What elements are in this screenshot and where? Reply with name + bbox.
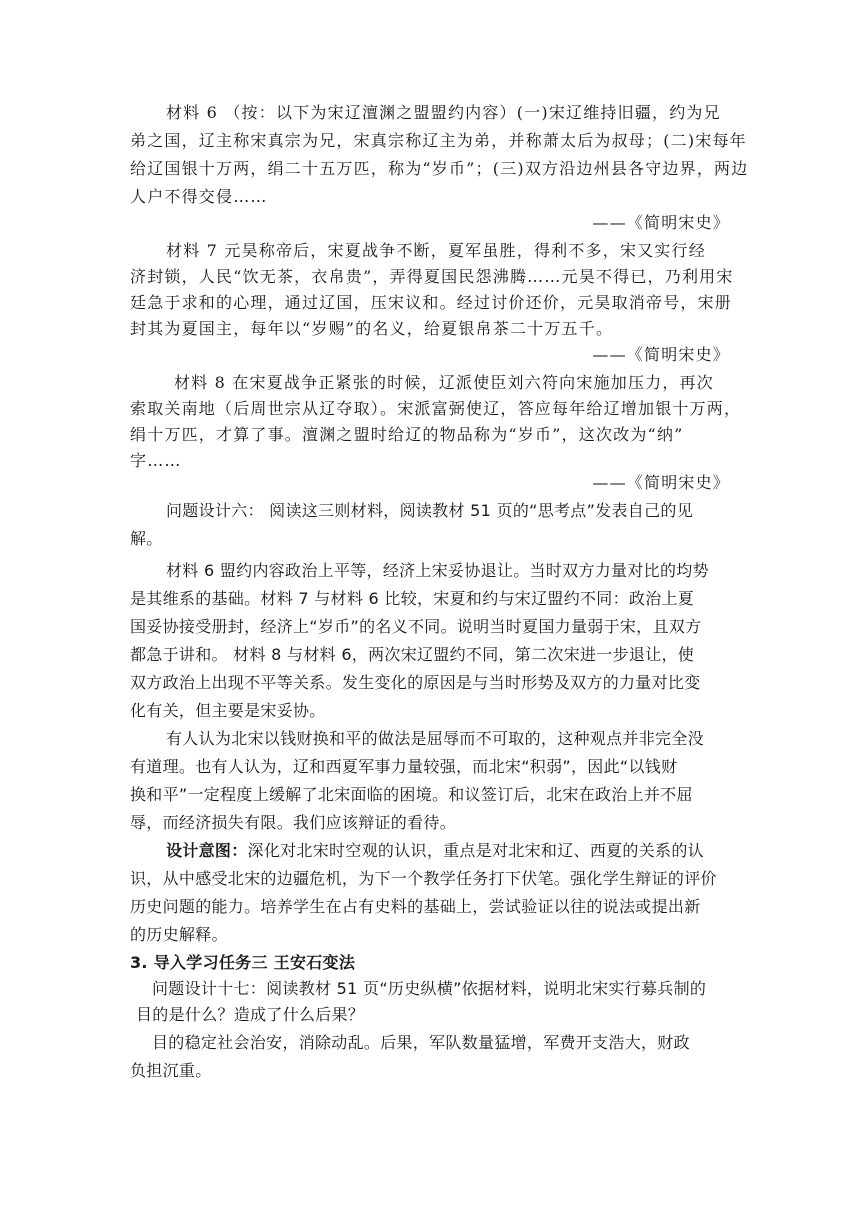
- design-intent-line-4: 的历史解释。: [130, 925, 228, 944]
- design-intent-label: 设计意图：: [166, 841, 248, 860]
- question-6-line-2: 解。: [130, 529, 163, 548]
- material-8-line-3: 绢十万匹，才算了事。澶渊之盟时给辽的物品称为“岁币”，这次改为“纳”: [130, 425, 684, 444]
- material-6-line-3: 给辽国银十万两，绢二十五万匹，称为“岁币”；(三)双方沿边州县各守边界，两边: [130, 159, 749, 178]
- material-7-line-3: 廷急于求和的心理，通过辽国，压宋议和。经过讨价还价，元昊取消帝号，宋册: [130, 293, 733, 312]
- design-intent-line-3: 历史问题的能力。培养学生在占有史料的基础上，尝试验证以往的说法或提出新: [130, 897, 701, 916]
- design-intent-line-2: 识，从中感受北宋的边疆危机，为下一个教学任务打下伏笔。强化学生辩证的评价: [130, 869, 717, 888]
- viewpoint-line-1: 有人认为北宋以钱财换和平的做法是屈辱而不可取的，这种观点并非完全没: [166, 729, 704, 748]
- material-6-source: ——《简明宋史》: [592, 213, 730, 232]
- material-7-source: ——《简明宋史》: [592, 345, 730, 364]
- material-8-line-4: 字……: [130, 451, 182, 470]
- material-6-line-1: 材料 6 （按：以下为宋辽澶渊之盟盟约内容）(一)宋辽维持旧疆，约为兄: [166, 103, 721, 122]
- answer-6-line-1: 材料 6 盟约内容政治上平等，经济上宋妥协退让。当时双方力量对比的均势: [166, 561, 709, 580]
- material-8-line-1: 材料 8 在宋夏战争正紧张的时候，辽派使臣刘六符向宋施加压力，再次: [174, 373, 714, 392]
- viewpoint-line-4: 辱，而经济损失有限。我们应该辩证的看待。: [130, 813, 457, 832]
- viewpoint-line-2: 有道理。也有人认为，辽和西夏军事力量较强，而北宋“积弱”，因此“以钱财: [130, 757, 678, 776]
- answer-6-line-6: 化有关，但主要是宋妥协。: [130, 701, 326, 720]
- answer-6-line-5: 双方政治上出现不平等关系。发生变化的原因是与当时形势及双方的力量对比变: [130, 673, 701, 692]
- answer-6-line-2: 是其维系的基础。材料 7 与材料 6 比较，宋夏和约与宋辽盟约不同：政治上夏: [130, 589, 695, 608]
- material-7-line-4: 封其为夏国主，每年以“岁赐”的名义，给夏银帛茶二十万五千。: [130, 319, 614, 338]
- question-17-line-2: 目的是什么？造成了什么后果？: [136, 1005, 365, 1024]
- answer-17-line-2: 负担沉重。: [130, 1061, 212, 1080]
- answer-17-line-1: 目的稳定社会治安，消除动乱。后果，军队数量猛增，军费开支浩大，财政: [152, 1033, 690, 1052]
- material-7-line-1: 材料 7 元昊称帝后，宋夏战争不断，夏军虽胜，得利不多，宋又实行经: [166, 241, 706, 260]
- material-8-line-2: 索取关南地（后周世宗从辽夺取）。宋派富弼使辽，答应每年给辽增加银十万两，: [130, 399, 742, 418]
- answer-6-line-4: 都急于讲和。 材料 8 与材料 6，两次宋辽盟约不同，第二次宋进一步退让，使: [130, 645, 695, 664]
- section-heading-3: 3. 导入学习任务三 王安石变法: [130, 953, 356, 972]
- design-intent-text: 深化对北宋时空观的认识，重点是对北宋和辽、西夏的关系的认: [247, 841, 704, 860]
- question-6-line-1: 问题设计六： 阅读这三则材料，阅读教材 51 页的“思考点”发表自己的见: [166, 501, 693, 520]
- material-6-line-4: 人户不得交侵……: [130, 187, 268, 206]
- material-8-source: ——《简明宋史》: [592, 473, 730, 492]
- material-7-line-2: 济封锁，人民“饮无茶，衣帛贵”，弄得夏国民怨沸腾……元昊不得已，乃利用宋: [130, 267, 734, 286]
- viewpoint-line-3: 换和平”一定程度上缓解了北宋面临的困境。和议签订后，北宋在政治上并不屈: [130, 785, 693, 804]
- question-17-line-1: 问题设计十七：阅读教材 51 页“历史纵横”依据材料，说明北宋实行募兵制的: [152, 979, 707, 998]
- answer-6-line-3: 国妥协接受册封，经济上“岁币”的名义不同。说明当时夏国力量弱于宋，且双方: [130, 617, 702, 636]
- design-intent-line-1: [166, 838, 730, 861]
- material-6-line-2: 弟之国，辽主称宋真宗为兄，宋真宗称辽主为弟，并称萧太后为叔母；(二)宋每年: [130, 131, 747, 150]
